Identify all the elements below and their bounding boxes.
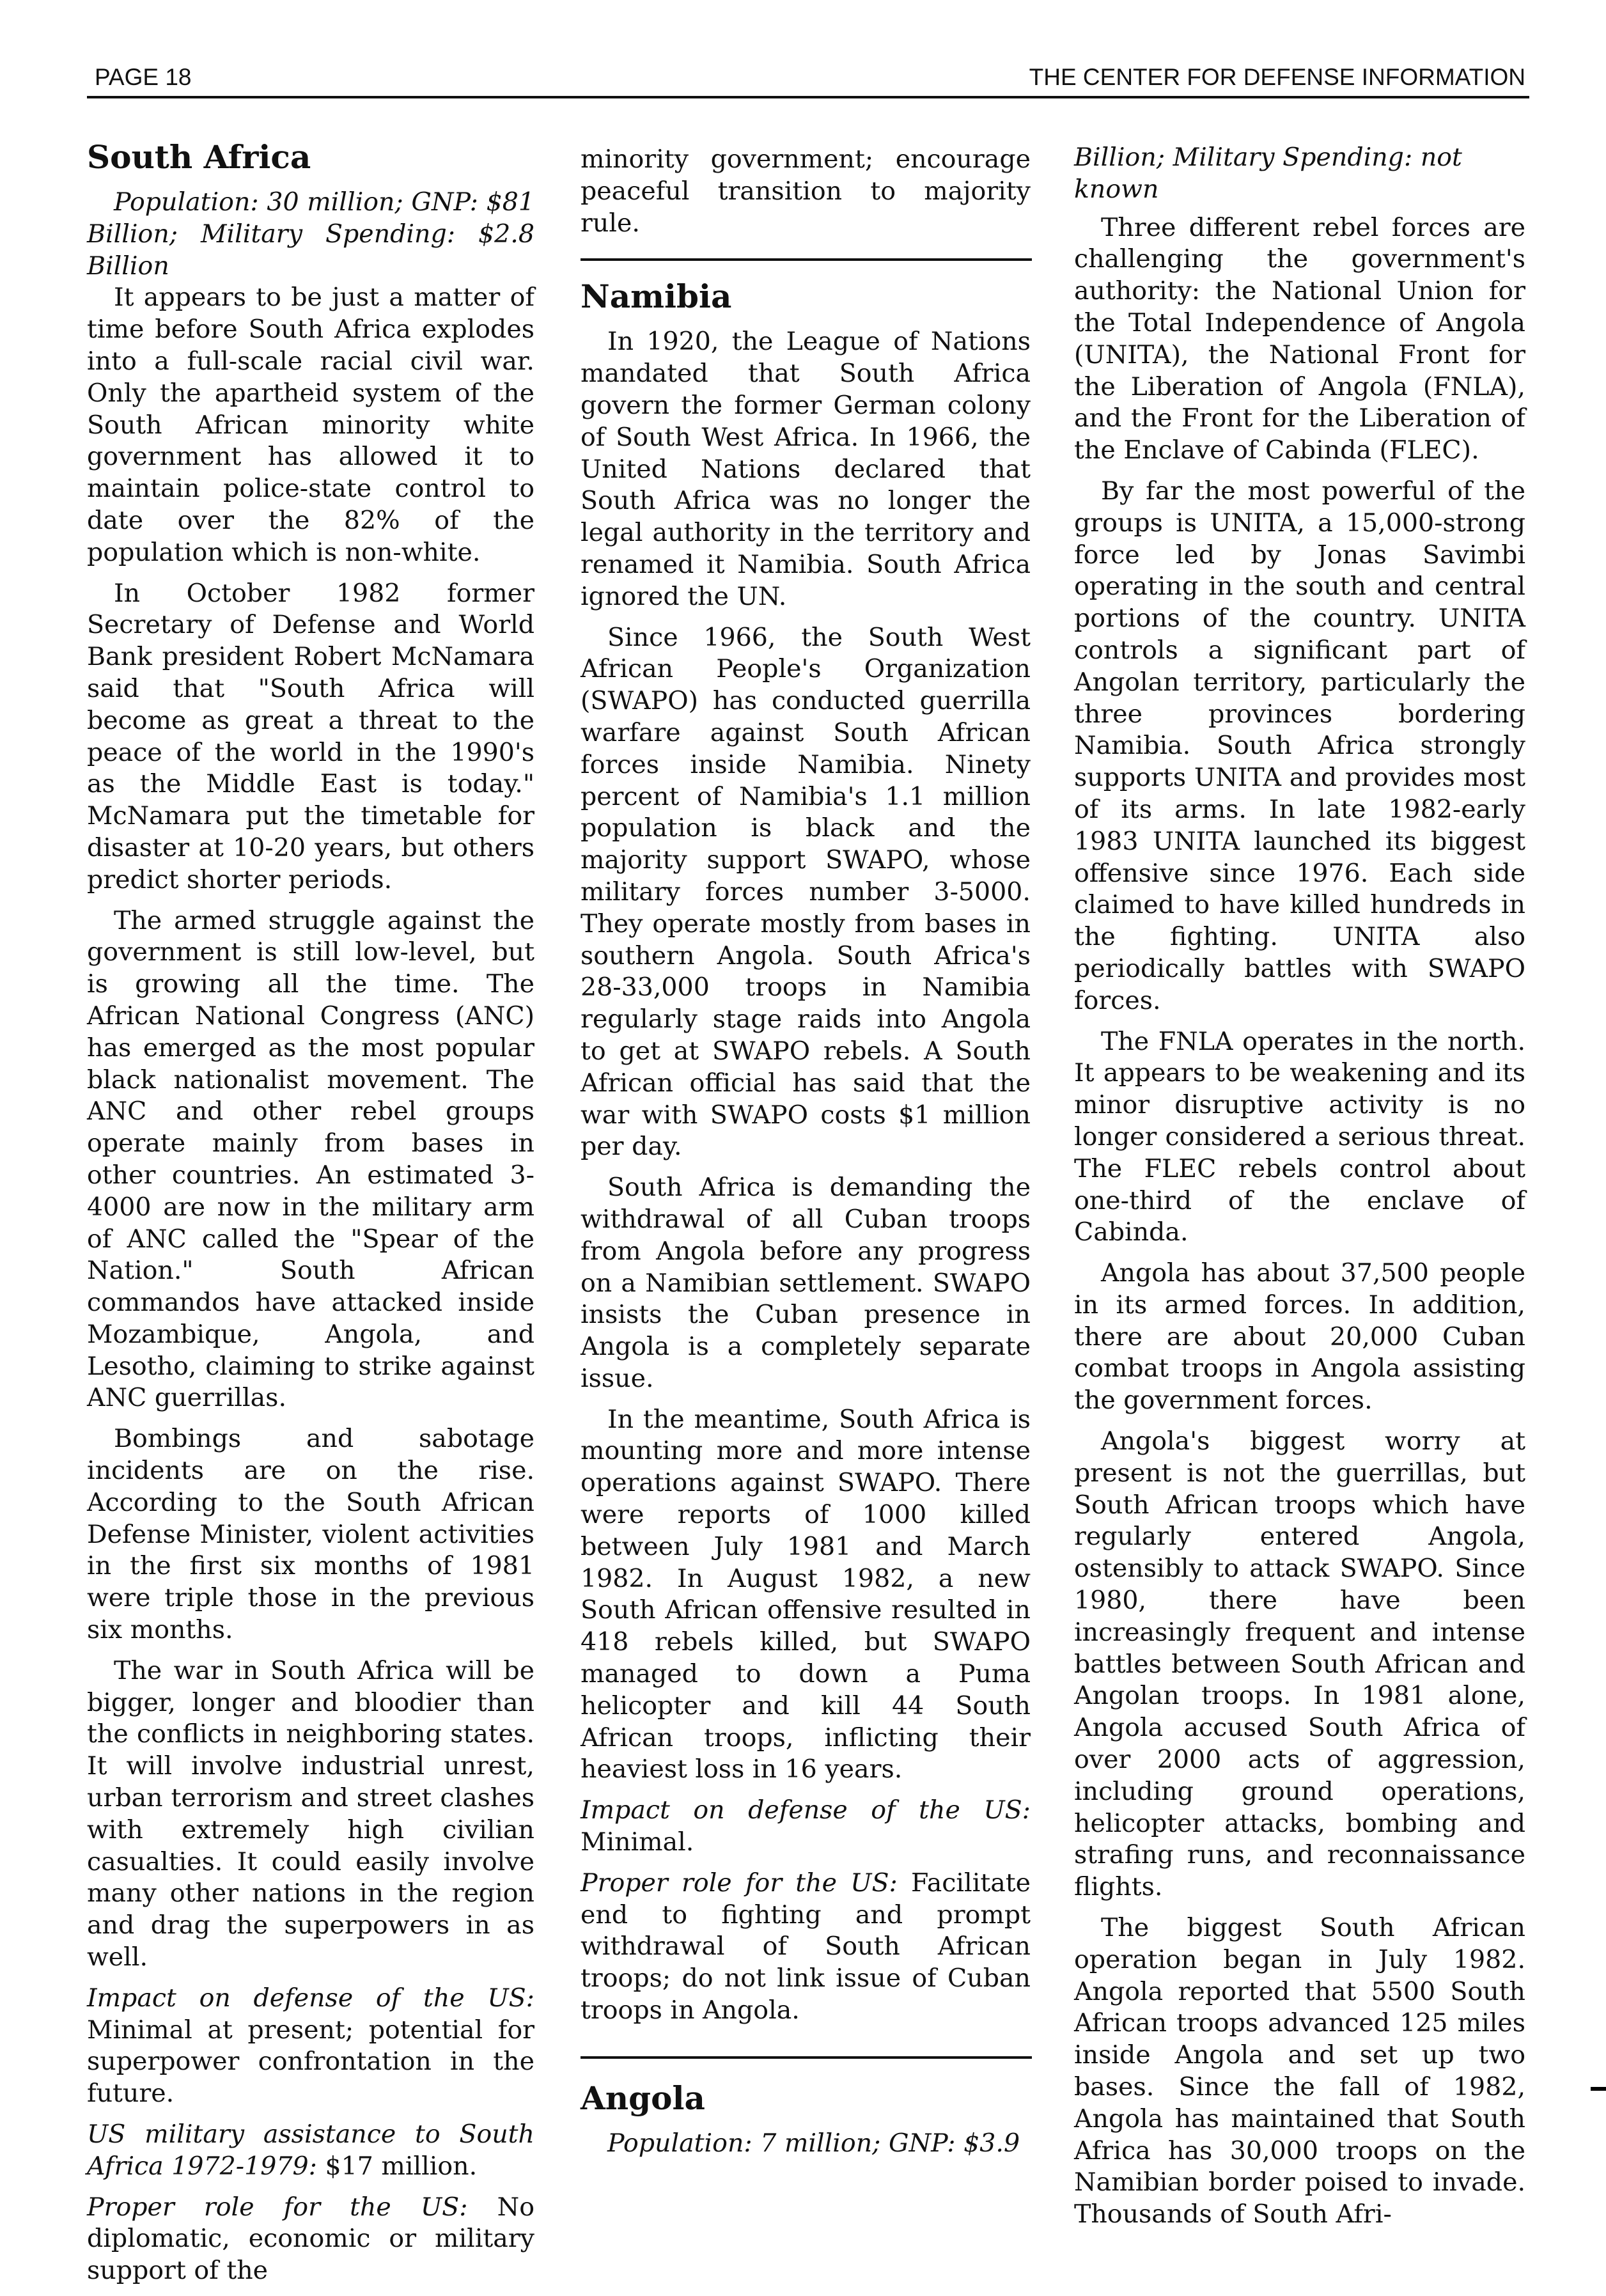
paragraph: In October 1982 former Secretary of Defense and World Bank president Robert McNamara said that "South Africa will become as great a threat to the peace of the world in the 1990's as the Middle East is today." McNamara put the timetable for disaster at 10-20 years, but others predict shorter periods. <box>87 578 534 894</box>
angola-stats-continued: Billion; Military Spending: not known <box>1074 143 1462 204</box>
paragraph: Bombings and sabotage incidents are on the rise. According to the South African Defense Minister, violent activities in the first six months of 1981 were triple those in the previous six months. <box>87 1424 534 1645</box>
angola-stats: Population: 7 million; GNP: $3.9 <box>607 2128 1020 2158</box>
column-2 <box>581 144 1031 2169</box>
impact-label: Impact on defense of the US: <box>581 1795 1031 1825</box>
assistance-label: US military assistance to South Africa 1972-1979: <box>87 2120 534 2181</box>
publication-header: THE CENTER FOR DEFENSE INFORMATION <box>1029 64 1525 90</box>
impact-label: Impact on defense of the US: <box>87 1983 534 2013</box>
scan-mark <box>1591 2087 1606 2091</box>
assistance-statement <box>87 2119 534 2183</box>
role-statement <box>87 2192 534 2287</box>
paragraph: The biggest South African operation began in July 1982. Angola reported that 5500 South African troops advanced 125 miles inside Angola and set up two bases. Since the fall of 1982, Angola has maintained that South Africa has 30,000 troops on the Namibian border poised to invade. Thousands of South Afri- <box>1074 1913 1525 2230</box>
impact-text: Minimal at present; potential for superpower confrontation in the future. <box>87 2015 534 2109</box>
impact-statement <box>581 1795 1031 1859</box>
paragraph: Angola's biggest worry at present is not the guerrillas, but South African troops which have regularly entered Angola, ostensibly to attack SWAPO. Since 1980, there have been increasingly frequent and intense battles between South African and Angolan troops. In 1981 alone, Angola accused South Africa of over 2000 acts of aggression, including ground operations, helicopter attacks, bombing and strafing runs, and reconnaissance flights. <box>1074 1426 1525 1902</box>
role-text: No diplomatic, economic or military support of the <box>87 2192 535 2286</box>
impact-text: Minimal. <box>581 1827 694 1857</box>
south-africa-stats: Population: 30 million; GNP: $81 Billion; Military Spending: $2.8 Billion <box>87 187 534 281</box>
section-title-namibia: Namibia <box>581 277 732 316</box>
section-title-south-africa: South Africa <box>87 138 311 176</box>
paragraph: South Africa is demanding the withdrawal of all Cuban troops from Angola before any progress on a Namibian settlement. SWAPO insists the Cuban presence in Angola is a completely separate issue. <box>581 1173 1031 1393</box>
role-text: Facilitate end to fighting and prompt withdrawal of South African troops; do not link issue of Cuban troops in Angola. <box>581 1868 1031 2026</box>
section-divider <box>581 258 1032 261</box>
role-statement <box>581 1868 1031 2027</box>
paragraph: The armed struggle against the government is still low-level, but is growing all the time. The African National Congress (ANC) has emerged as the most popular black nationalist movement. The ANC and other rebel groups operate mainly from bases in other countries. An estimated 3-4000 are now in the military arm of ANC called the "Spear of the Nation." South African commandos have attacked inside Mozambique, Angola, and Lesotho, claiming to strike against ANC guerrillas. <box>87 905 534 1413</box>
role-label: Proper role for the US: <box>581 1868 898 1898</box>
paragraph: Three different rebel forces are challenging the government's authority: the National Union for the Total Independence of Angola (UNITA), the National Front for the Liberation of Angola (FNLA), and the Front for the Liberation of the Enclave of Cabinda (FLEC). <box>1074 212 1525 465</box>
header-rule <box>87 96 1529 98</box>
paragraph: In the meantime, South Africa is mounting more and more intense operations against SWAPO. There were reports of 1000 killed between July 1981 and March 1982. In August 1982, a new South African offensive resulted in 418 rebels killed, but SWAPO managed to down a Puma helicopter and kill 44 South African troops, inflicting their heaviest loss in 16 years. <box>581 1404 1031 1784</box>
section-divider <box>581 2056 1032 2059</box>
section-title-angola: Angola <box>581 2079 705 2117</box>
column-3 <box>1074 142 1525 2240</box>
paragraph: By far the most powerful of the groups is UNITA, a 15,000-strong force led by Jonas Savimbi operating in the south and central portions of the country. UNITA controls a significant part of Angolan territory, particularly the three provinces bordering Namibia. South Africa strongly supports UNITA and provides most of its arms. In late 1982-early 1983 UNITA launched its biggest offensive since 1976. Each side claimed to have killed hundreds in the fighting. UNITA also periodically battles with SWAPO forces. <box>1074 476 1525 1015</box>
paragraph: It appears to be just a matter of time before South Africa explodes into a full-scale racial civil war. Only the apartheid system of the South African minority white government has allowed it to maintain police-state control to date over the 82% of the population which is non-white. <box>87 283 534 567</box>
paragraph: The FNLA operates in the north. It appears to be weakening and its minor disruptive activity is no longer considered a serious threat. The FLEC rebels control about one-third of the enclave of Cabinda. <box>1074 1026 1525 1247</box>
column-1 <box>87 137 534 2296</box>
role-label: Proper role for the US: <box>87 2192 468 2222</box>
assistance-text: $17 million. <box>316 2151 478 2181</box>
page-number: PAGE 18 <box>95 64 192 90</box>
paragraph: In 1920, the League of Nations mandated that South Africa govern the former German colony of South West Africa. In 1966, the United Nations declared that South Africa was no longer the legal authority in the territory and renamed it Namibia. South Africa ignored the UN. <box>581 327 1031 611</box>
role-text-continued: minority government; encourage peaceful transition to majority rule. <box>581 144 1031 238</box>
paragraph: Since 1966, the South West African People's Organization (SWAPO) has conducted guerrilla warfare against South African forces inside Namibia. Ninety percent of Namibia's 1.1 million population is black and the majority support SWAPO, whose military forces number 3-5000. They operate mostly from bases in southern Angola. South Africa's 28-33,000 troops in Namibia regularly stage raids into Angola to get at SWAPO rebels. A South African official has said that the war with SWAPO costs $1 million per day. <box>581 622 1031 1162</box>
paragraph: The war in South Africa will be bigger, longer and bloodier than the conflicts in neighboring states. It will involve industrial unrest, urban terrorism and street clashes with extremely high civilian casualties. It could easily involve many other nations in the region and drag the superpowers in as well. <box>87 1655 534 1972</box>
impact-statement <box>87 1983 534 2110</box>
paragraph: Angola has about 37,500 people in its armed forces. In addition, there are about 20,000 Cuban combat troops in Angola assisting the government forces. <box>1074 1258 1525 1416</box>
